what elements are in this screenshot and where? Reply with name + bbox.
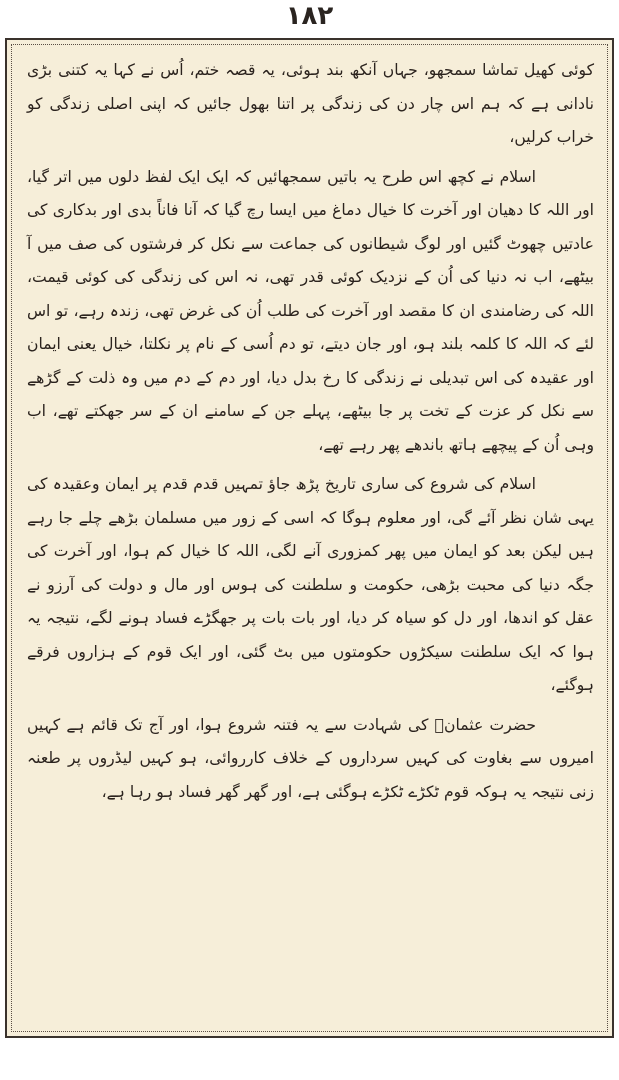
- paragraph-2: اسلام نے کچھ اس طرح یہ باتیں سمجھائیں کہ ایک ایک لفظ دلوں میں اتر گیا، اور اللہ کا دھیان اور آخرت کا خیال دماغ میں ایسا رچ گیا کہ آنا فاناً بدی اور بدکاری کی عادتیں چھوٹ گئیں اور لوگ شیطانوں کی جماعت سے نکل کر فرشتوں کی صف میں آ بیٹھے، اب نہ دنیا کی اُن کے نزدیک کوئی قدر تھی، نہ اس کی زندگی کی کوئی قیمت، اللہ کی رضامندی ان کا مقصد اور آخرت کی طلب اُن کی غرض تھی، زندہ رہے، تو اس لئے کہ اللہ کا کلمہ بلند ہو، اور جان دیتے، تو دم اُسی کے نام پر نکلتا، خیال یعنی ایمان اور عقیدہ کی اس تبدیلی نے زندگی کا رخ بدل دیا، اور دم کے دم میں وہ ذلت کے گڑھے سے نکل کر عزت کے تخت پر جا بیٹھے، پہلے جن کے سامنے ان کے سر جھکتے تھے، اب وہی اُن کے پیچھے ہاتھ باندھے پھر رہے تھے،: [27, 167, 594, 454]
- body-text: [27, 54, 594, 1016]
- paragraph-4: حضرت عثمانؓ کی شہادت سے یہ فتنہ شروع ہوا، اور آج تک قائم ہے کہیں امیروں سے بغاوت کی کہیں سرداروں کے خلاف کارروائی، ہو کہیں لیڈروں پر طعنہ زنی نتیجہ یہ ہوکہ قوم ٹکڑے ٹکڑے ہوگئی ہے، اور گھر گھر فساد ہو رہا ہے،: [27, 715, 594, 801]
- paragraph-1: کوئی کھیل تماشا سمجھو، جہاں آنکھ بند ہوئی، یہ قصہ ختم، اُس نے کہا یہ کتنی بڑی نادانی ہے کہ ہم اس چار دن کی زندگی پر اتنا بھول جائیں کہ اپنی اصلی زندگی کو خراب کرلیں،: [27, 61, 594, 146]
- page-number: ۱۸۲: [285, 1, 334, 31]
- page-frame: [5, 38, 614, 1038]
- paragraph-3: اسلام کی شروع کی ساری تاریخ پڑھ جاؤ تمہیں قدم قدم پر ایمان وعقیدہ کی یہی شان نظر آئے گی، اور معلوم ہوگا کہ اسی کے زور میں مسلمان بڑھے چلے جا رہے ہیں لیکن بعد کو ایمان میں پھر کمزوری آنے لگی، اللہ کا خیال کم ہوا، اور آخرت کی جگہ دنیا کی محبت بڑھی، حکومت و سلطنت کی ہوس اور مال و دولت کی آرزو نے عقل کو اندھا، اور دل کو سیاہ کر دیا، اور بات بات پر جھگڑے فساد ہونے لگے، نتیجہ یہ ہوا کہ ایک سلطنت سیکڑوں حکومتوں میں بٹ گئی، اور ایک قوم کے ہزاروں فرقے ہوگئے،: [27, 475, 594, 694]
